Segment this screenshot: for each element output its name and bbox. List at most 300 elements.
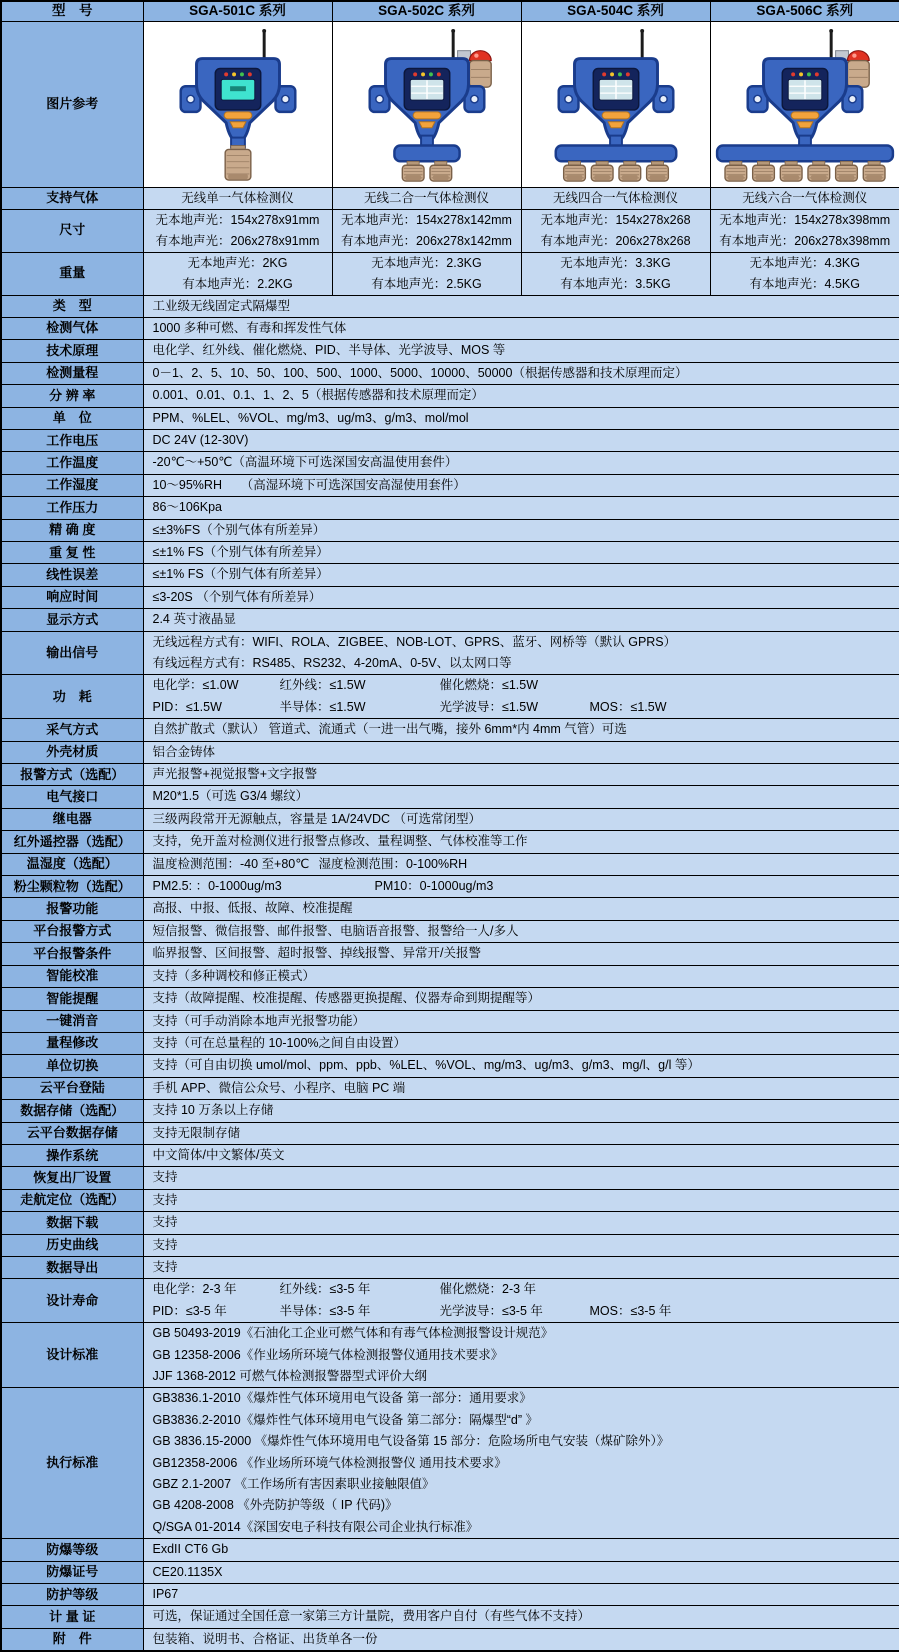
spec-value-cell: [143, 1539, 899, 1561]
spec-text: 高报、中报、低报、故障、校准提醒: [153, 901, 353, 915]
spec-line: [144, 564, 899, 585]
spec-line: [144, 943, 899, 964]
spec-value-cell: [143, 1628, 899, 1651]
spec-line: [144, 632, 899, 653]
row-label: 响应时间: [1, 586, 143, 608]
compare-text: 无本地声光：154x278x142mm: [333, 210, 521, 231]
spec-text: 支持无限制存储: [153, 1126, 241, 1140]
spec-line: [144, 742, 899, 763]
spec-text: 中文简体/中文繁体/英文: [153, 1148, 285, 1162]
spec-text: 86～106Kpa: [153, 500, 223, 514]
spec-line: [144, 1190, 899, 1211]
row-label: 采气方式: [1, 719, 143, 741]
spec-line: [144, 1301, 899, 1322]
spec-line: [144, 318, 899, 339]
spec-row: [1, 340, 899, 362]
spec-row: [1, 1032, 899, 1054]
spec-row: [1, 1234, 899, 1256]
spec-value-cell: [143, 474, 899, 496]
spec-text: 光学波导：≤3-5 年: [440, 1301, 590, 1322]
compare-row: [1, 187, 899, 209]
spec-text: GB3836.1-2010《爆炸性气体环境用电气设备 第一部分：通用要求》: [153, 1391, 532, 1405]
spec-text: 电化学：2-3 年: [153, 1279, 280, 1300]
spec-line: [144, 1078, 899, 1099]
compare-text: 有本地声光：2.2KG: [144, 274, 332, 295]
row-label: 智能校准: [1, 965, 143, 987]
spec-line: [144, 1366, 899, 1387]
row-label: 工作温度: [1, 452, 143, 474]
spec-value-cell: [143, 631, 899, 675]
spec-value-cell: [143, 452, 899, 474]
row-label: 操作系统: [1, 1144, 143, 1166]
spec-text: PID：≤1.5W: [153, 697, 280, 718]
compare-text: 有本地声光：206x278x398mm: [711, 231, 899, 252]
spec-text: 三级两段常开无源触点，容量是 1A/24VDC （可选常闭型）: [153, 812, 482, 826]
spec-row: [1, 519, 899, 541]
spec-text: PPM、%LEL、%VOL、mg/m3、ug/m3、g/m3、mol/mol: [153, 411, 469, 425]
sga-504c-detector-image: [523, 25, 709, 185]
spec-text: 短信报警、微信报警、邮件报警、电脑语音报警、报警给一人/多人: [153, 924, 519, 938]
model-row-label: 型 号: [1, 1, 143, 21]
row-label: 温湿度（选配）: [1, 853, 143, 875]
row-label: 红外遥控器（选配）: [1, 831, 143, 853]
spec-text: 工业级无线固定式隔爆型: [153, 299, 291, 313]
row-label: 线性误差: [1, 564, 143, 586]
spec-line: [144, 831, 899, 852]
row-label: 单位切换: [1, 1055, 143, 1077]
spec-text: 支持（多种调校和修正模式）: [153, 969, 316, 983]
spec-line: [144, 966, 899, 987]
spec-line: [144, 653, 899, 674]
spec-row: [1, 719, 899, 741]
spec-value-cell: [143, 920, 899, 942]
spec-value-cell: [143, 295, 899, 317]
spec-row: [1, 1010, 899, 1032]
spec-row: [1, 385, 899, 407]
spec-text: Q/SGA 01-2014《深国安电子科技有限公司企业执行标准》: [153, 1520, 479, 1534]
spec-row: [1, 764, 899, 786]
spec-value-cell: [143, 831, 899, 853]
row-label: 执行标准: [1, 1388, 143, 1539]
spec-line: [144, 363, 899, 384]
spec-line: [144, 854, 899, 875]
row-label: 历史曲线: [1, 1234, 143, 1256]
compare-row: [1, 209, 899, 252]
spec-value-cell: [143, 564, 899, 586]
spec-row: [1, 1279, 899, 1323]
spec-line: [144, 408, 899, 429]
spec-value-cell: [143, 876, 899, 898]
row-label: 继电器: [1, 808, 143, 830]
spec-text: 湿度检测范围：0-100%RH: [319, 857, 468, 871]
row-label: 工作湿度: [1, 474, 143, 496]
spec-line: [144, 697, 899, 718]
spec-text: GB3836.2-2010《爆炸性气体环境用电气设备 第二部分：隔爆型“d” 》: [153, 1413, 539, 1427]
spec-line: [144, 520, 899, 541]
spec-line: [144, 898, 899, 919]
row-label: 云平台登陆: [1, 1077, 143, 1099]
compare-value-cell: [710, 187, 899, 209]
spec-value-cell: [143, 1234, 899, 1256]
product-image-cell-1: [332, 21, 521, 187]
spec-value-cell: [143, 609, 899, 631]
spec-line: [144, 497, 899, 518]
spec-line: [144, 1539, 899, 1560]
spec-value-cell: [143, 1144, 899, 1166]
compare-text: 无线四合一气体检测仪: [522, 188, 710, 209]
spec-text: 可选，保证通过全国任意一家第三方计量院，费用客户自付（有些气体不支持）: [153, 1609, 591, 1623]
spec-line: [144, 809, 899, 830]
spec-text: 支持 10 万条以上存储: [153, 1103, 274, 1117]
spec-row: [1, 1606, 899, 1628]
spec-row: [1, 429, 899, 451]
spec-value-cell: [143, 965, 899, 987]
spec-value-cell: [143, 741, 899, 763]
spec-value-cell: [143, 898, 899, 920]
compare-value-cell: [521, 187, 710, 209]
spec-value-cell: [143, 1606, 899, 1628]
row-label: 尺寸: [1, 209, 143, 252]
spec-text: 支持: [153, 1260, 178, 1274]
spec-value-cell: [143, 808, 899, 830]
spec-text: 0.001、0.01、0.1、1、2、5（根据传感器和技术原理而定）: [153, 388, 484, 402]
compare-value-cell: [143, 209, 332, 252]
spec-line: [144, 1323, 899, 1344]
spec-row: [1, 965, 899, 987]
spec-value-cell: [143, 1077, 899, 1099]
spec-text: 1000 多种可燃、有毒和挥发性气体: [153, 321, 347, 335]
spec-row: [1, 1189, 899, 1211]
row-label: 重量: [1, 252, 143, 295]
spec-text: GB 50493-2019《石油化工企业可燃气体和有毒气体检测报警设计规范》: [153, 1326, 554, 1340]
row-label: 平台报警条件: [1, 943, 143, 965]
compare-text: 无本地声光：4.3KG: [711, 253, 899, 274]
spec-text: 无线远程方式有：WIFI、ROLA、ZIGBEE、NOB-LOT、GPRS、蓝牙、网桥等（默认 GPRS）: [153, 635, 677, 649]
spec-row: [1, 920, 899, 942]
row-label: 支持气体: [1, 187, 143, 209]
spec-text: M20*1.5（可选 G3/4 螺纹）: [153, 789, 309, 803]
spec-line: [144, 876, 899, 897]
compare-text: 有本地声光：206x278x268: [522, 231, 710, 252]
spec-line: [144, 1606, 899, 1627]
row-label: 智能提醒: [1, 988, 143, 1010]
row-label: 单 位: [1, 407, 143, 429]
spec-value-cell: [143, 1584, 899, 1606]
spec-text: ≤±1% FS（个别气体有所差异）: [153, 567, 329, 581]
spec-value-cell: [143, 407, 899, 429]
spec-text: 0－1、2、5、10、50、100、500、1000、5000、10000、50000（根据传感器和技术原理而定）: [153, 366, 688, 380]
compare-value-cell: [143, 187, 332, 209]
spec-text: 支持（可在总量程的 10-100%之间自由设置）: [153, 1036, 407, 1050]
spec-line: [144, 609, 899, 630]
spec-value-cell: [143, 675, 899, 719]
spec-text: DC 24V (12-30V): [153, 433, 249, 447]
spec-text: 支持: [153, 1215, 178, 1229]
spec-value-cell: [143, 853, 899, 875]
model-header-1: SGA-502C 系列: [332, 1, 521, 21]
spec-line: [144, 1410, 899, 1431]
spec-row: [1, 631, 899, 675]
spec-value-cell: [143, 1561, 899, 1583]
spec-value-cell: [143, 1100, 899, 1122]
spec-row: [1, 295, 899, 317]
row-label: 防爆等级: [1, 1539, 143, 1561]
row-label: 走航定位（选配）: [1, 1189, 143, 1211]
spec-line: [144, 1100, 899, 1121]
spec-text: ExdII CT6 Gb: [153, 1542, 229, 1556]
spec-row: [1, 1539, 899, 1561]
spec-value-cell: [143, 317, 899, 339]
spec-line: [144, 1562, 899, 1583]
spec-text: JJF 1368-2012 可燃气体检测报警器型式评价大纲: [153, 1369, 427, 1383]
row-label: 精 确 度: [1, 519, 143, 541]
sga-501c-detector-image: [145, 25, 331, 185]
spec-line: [144, 340, 899, 361]
spec-row: [1, 586, 899, 608]
spec-text: 半导体：≤1.5W: [280, 697, 440, 718]
spec-value-cell: [143, 1256, 899, 1278]
spec-text: 支持: [153, 1170, 178, 1184]
spec-row: [1, 675, 899, 719]
row-label: 外壳材质: [1, 741, 143, 763]
spec-line: [144, 1517, 899, 1538]
spec-text: 临界报警、区间报警、超时报警、掉线报警、异常开/关报警: [153, 946, 481, 960]
compare-value-cell: [710, 252, 899, 295]
row-label: 设计标准: [1, 1323, 143, 1388]
row-label: 一键消音: [1, 1010, 143, 1032]
spec-line: [144, 988, 899, 1009]
spec-line: [144, 1453, 899, 1474]
spec-text: 催化燃烧：≤1.5W: [440, 675, 590, 696]
compare-value-cell: [143, 252, 332, 295]
row-label: 功 耗: [1, 675, 143, 719]
spec-line: [144, 1495, 899, 1516]
spec-line: [144, 542, 899, 563]
spec-row: [1, 898, 899, 920]
spec-text: 自然扩散式（默认） 管道式、流通式（一进一出气嘴，接外 6mm*内 4mm 气管）可选: [153, 722, 627, 736]
row-label: 恢复出厂设置: [1, 1167, 143, 1189]
spec-value-cell: [143, 1323, 899, 1388]
row-label: 分 辨 率: [1, 385, 143, 407]
spec-line: [144, 1584, 899, 1605]
product-image-cell-0: [143, 21, 332, 187]
spec-row: [1, 943, 899, 965]
spec-text: ≤±1% FS（个别气体有所差异）: [153, 545, 329, 559]
spec-value-cell: [143, 786, 899, 808]
spec-line: [144, 1345, 899, 1366]
model-header-3: SGA-506C 系列: [710, 1, 899, 21]
spec-row: [1, 853, 899, 875]
row-label: 报警方式（选配）: [1, 764, 143, 786]
spec-text: PM10：0-1000ug/m3: [375, 879, 494, 893]
spec-row: [1, 876, 899, 898]
spec-text: MOS：≤3-5 年: [590, 1304, 672, 1318]
compare-text: 有本地声光：206x278x142mm: [333, 231, 521, 252]
spec-text: 催化燃烧：2-3 年: [440, 1279, 590, 1300]
row-label: 量程修改: [1, 1032, 143, 1054]
row-label: 粉尘颗粒物（选配）: [1, 876, 143, 898]
compare-value-cell: [521, 209, 710, 252]
row-label: 防爆证号: [1, 1561, 143, 1583]
compare-text: 无本地声光：2.3KG: [333, 253, 521, 274]
spec-line: [144, 1055, 899, 1076]
spec-row: [1, 1584, 899, 1606]
spec-text: 声光报警+视觉报警+文字报警: [153, 767, 318, 781]
row-label: 工作电压: [1, 429, 143, 451]
compare-text: 有本地声光：2.5KG: [333, 274, 521, 295]
spec-value-cell: [143, 1279, 899, 1323]
compare-text: 无本地声光：3.3KG: [522, 253, 710, 274]
spec-text: 支持（故障提醒、校准提醒、传感器更换提醒、仪器寿命到期提醒等）: [153, 991, 541, 1005]
spec-value-cell: [143, 340, 899, 362]
spec-text: 电化学、红外线、催化燃烧、PID、半导体、光学波导、MOS 等: [153, 343, 506, 357]
row-label: 数据导出: [1, 1256, 143, 1278]
spec-row: [1, 1212, 899, 1234]
spec-text: 铝合金铸体: [153, 745, 216, 759]
spec-value-cell: [143, 429, 899, 451]
spec-value-cell: [143, 1122, 899, 1144]
spec-row: [1, 541, 899, 563]
spec-line: [144, 1235, 899, 1256]
spec-value-cell: [143, 1388, 899, 1539]
spec-value-cell: [143, 541, 899, 563]
spec-row: [1, 808, 899, 830]
spec-line: [144, 1011, 899, 1032]
spec-value-cell: [143, 1189, 899, 1211]
compare-text: 无本地声光：154x278x91mm: [144, 210, 332, 231]
spec-row: [1, 452, 899, 474]
row-label: 云平台数据存储: [1, 1122, 143, 1144]
spec-value-cell: [143, 586, 899, 608]
spec-row: [1, 564, 899, 586]
model-header-row: [1, 1, 899, 21]
spec-text: -20℃～+50℃（高温环境下可选深国安高温使用套件）: [153, 455, 458, 469]
compare-text: 无本地声光：2KG: [144, 253, 332, 274]
spec-text: 光学波导：≤1.5W: [440, 697, 590, 718]
model-header-2: SGA-504C 系列: [521, 1, 710, 21]
spec-text: 手机 APP、微信公众号、小程序、电脑 PC 端: [153, 1081, 406, 1095]
compare-value-cell: [710, 209, 899, 252]
spec-text: GB 3836.15-2000 《爆炸性气体环境用电气设备第 15 部分：危险场所电气安装（煤矿除外）》: [153, 1434, 670, 1448]
spec-text: 支持（可自由切换 umol/mol、ppm、ppb、%LEL、%VOL、mg/m3、ug/m3、g/m3、mg/l、g/l 等）: [153, 1058, 700, 1072]
sga-506c-detector-image: [712, 25, 898, 185]
spec-value-cell: [143, 943, 899, 965]
spec-line: [144, 1279, 899, 1300]
spec-value-cell: [143, 519, 899, 541]
spec-row: [1, 474, 899, 496]
spec-text: 支持: [153, 1193, 178, 1207]
spec-line: [144, 1431, 899, 1452]
spec-row: [1, 317, 899, 339]
model-header-0: SGA-501C 系列: [143, 1, 332, 21]
image-row: [1, 21, 899, 187]
spec-text: 10～95%RH （高湿环境下可选深国安高湿使用套件）: [153, 478, 466, 492]
row-label: 技术原理: [1, 340, 143, 362]
spec-text: CE20.1135X: [153, 1565, 223, 1579]
compare-value-cell: [521, 252, 710, 295]
spec-text: MOS：≤1.5W: [590, 700, 667, 714]
product-image-cell-3: [710, 21, 899, 187]
spec-text: 红外线：≤3-5 年: [280, 1279, 440, 1300]
row-label: 数据下载: [1, 1212, 143, 1234]
compare-text: 无线六合一气体检测仪: [711, 188, 899, 209]
spec-value-cell: [143, 1167, 899, 1189]
spec-row: [1, 1100, 899, 1122]
compare-text: 无本地声光：154x278x398mm: [711, 210, 899, 231]
spec-row: [1, 1077, 899, 1099]
spec-value-cell: [143, 385, 899, 407]
row-label: 类 型: [1, 295, 143, 317]
row-label: 显示方式: [1, 609, 143, 631]
spec-value-cell: [143, 497, 899, 519]
spec-row: [1, 1628, 899, 1651]
spec-row: [1, 741, 899, 763]
spec-row: [1, 1144, 899, 1166]
spec-line: [144, 1474, 899, 1495]
compare-row: [1, 252, 899, 295]
spec-line: [144, 296, 899, 317]
compare-value-cell: [332, 252, 521, 295]
row-label: 数据存储（选配）: [1, 1100, 143, 1122]
spec-text: 有线远程方式有：RS485、RS232、4-20mA、0-5V、以太网口等: [153, 656, 512, 670]
spec-row: [1, 1122, 899, 1144]
spec-line: [144, 587, 899, 608]
spec-table-body: [1, 1, 899, 1651]
spec-line: [144, 786, 899, 807]
spec-line: [144, 1033, 899, 1054]
spec-row: [1, 988, 899, 1010]
spec-value-cell: [143, 988, 899, 1010]
spec-row: [1, 786, 899, 808]
spec-line: [144, 719, 899, 740]
spec-text: PM2.5: ：0-1000ug/m3: [153, 876, 375, 897]
spec-line: [144, 1629, 899, 1650]
row-label: 防护等级: [1, 1584, 143, 1606]
spec-row: [1, 1388, 899, 1539]
spec-text: PID：≤3-5 年: [153, 1301, 280, 1322]
spec-line: [144, 1388, 899, 1409]
compare-text: 有本地声光：206x278x91mm: [144, 231, 332, 252]
spec-row: [1, 609, 899, 631]
spec-line: [144, 1123, 899, 1144]
row-label: 设计寿命: [1, 1279, 143, 1323]
spec-text: 电化学：≤1.0W: [153, 675, 280, 696]
spec-text: GB 12358-2006《作业场所环境气体检测报警仪通用技术要求》: [153, 1348, 504, 1362]
row-label: 重 复 性: [1, 541, 143, 563]
compare-value-cell: [332, 187, 521, 209]
spec-text: 2.4 英寸液晶显: [153, 612, 236, 626]
spec-line: [144, 385, 899, 406]
row-label: 计 量 证: [1, 1606, 143, 1628]
spec-line: [144, 764, 899, 785]
spec-value-cell: [143, 1212, 899, 1234]
spec-text: ≤3-20S （个别气体有所差异）: [153, 590, 322, 604]
spec-line: [144, 1257, 899, 1278]
spec-line: [144, 430, 899, 451]
row-label: 平台报警方式: [1, 920, 143, 942]
product-image-cell-2: [521, 21, 710, 187]
row-label: 电气接口: [1, 786, 143, 808]
row-label: 工作压力: [1, 497, 143, 519]
compare-value-cell: [332, 209, 521, 252]
spec-row: [1, 362, 899, 384]
row-label: 检测气体: [1, 317, 143, 339]
row-label: 附 件: [1, 1628, 143, 1651]
spec-text: IP67: [153, 1587, 179, 1601]
spec-value-cell: [143, 1055, 899, 1077]
spec-text: GB12358-2006 《作业场所环境气体检测报警仪 通用技术要求》: [153, 1456, 507, 1470]
spec-line: [144, 921, 899, 942]
